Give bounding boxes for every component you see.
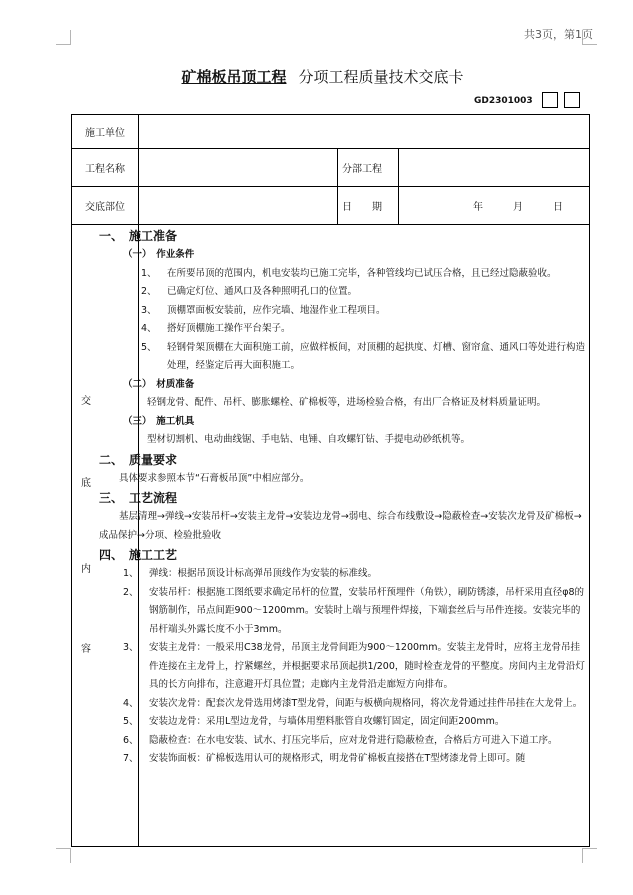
item-number: 2、 xyxy=(141,286,157,297)
side-char-2: 底 xyxy=(81,478,91,489)
list-item xyxy=(99,320,585,339)
subsection-heading: （二） 材质准备 xyxy=(123,378,195,390)
item-text: 轻钢骨架顶棚在大面积施工前，应做样板间，对顶棚的起拱度、灯槽、窗帘盒、通风口等处进行构造处理，经鉴定后再大面积施工。 xyxy=(167,341,586,371)
item-number: 3、 xyxy=(141,304,157,316)
item-number: 7、 xyxy=(123,753,139,764)
document-code: GD2301003 xyxy=(474,96,533,106)
list-item xyxy=(99,283,585,302)
content-body xyxy=(99,226,585,769)
item-number: 5、 xyxy=(141,341,157,353)
item-number: 6、 xyxy=(123,734,139,746)
page-info: 共3页，第1页 xyxy=(524,28,593,41)
item-number: 1、 xyxy=(141,267,157,279)
list-item xyxy=(99,565,585,584)
list-item xyxy=(99,732,585,751)
label-sub-project: 分部工程 xyxy=(338,149,399,187)
field-project-name[interactable] xyxy=(139,149,338,187)
item-text: 顶棚罩面板安装前，应作完墙、地湿作业工程项目。 xyxy=(167,304,386,316)
crop-mark-top-left xyxy=(56,30,71,45)
side-char-1: 交 xyxy=(81,396,91,407)
item-text: 安装主龙骨：一般采用C38龙骨，吊顶主龙骨间距为900～1200mm。安装主龙骨时，应将主龙骨吊挂件连接在主龙骨上，拧紧螺丝，并根据要求吊顶起拱1/200，随时检查龙骨的平整度。房间内主龙骨沿灯具的长方向排布，注意避开灯具位置；走廊内主龙骨沿走廊短方向排布。 xyxy=(149,642,585,690)
item-text: 安装饰面板：矿棉板选用认可的规格形式，明龙骨矿棉板直接搭在T型烤漆龙骨上即可。随 xyxy=(149,753,526,764)
label-date: 日 期 xyxy=(338,187,399,225)
label-handover-dept: 交底部位 xyxy=(72,187,139,225)
paragraph: 型材切割机、电动曲线锯、手电钻、电锤、自攻螺钉钻、手提电动砂纸机等。 xyxy=(147,434,471,445)
item-text: 安装边龙骨：采用L型边龙骨，与墙体用塑料胀管自攻螺钉固定，固定间距200mm。 xyxy=(149,716,505,727)
paragraph xyxy=(99,394,585,413)
paragraph-text: 轻钢龙骨、配件、吊杆、膨胀螺栓、矿棉板等，进场检验合格，有出厂合格证及材料质量证明。 xyxy=(147,397,547,408)
checkbox-1[interactable] xyxy=(542,92,558,108)
item-number: 4、 xyxy=(141,323,157,334)
item-text: 搭好顶棚施工操作平台架子。 xyxy=(167,323,291,334)
date-placeholder: 年 月 日 xyxy=(473,202,563,213)
list-item xyxy=(99,302,585,321)
list-item xyxy=(99,265,585,284)
item-number: 1、 xyxy=(123,568,139,579)
field-construction-unit[interactable] xyxy=(139,115,590,149)
crop-mark-bottom-right xyxy=(582,848,597,863)
side-char-4: 容 xyxy=(81,644,91,655)
item-text: 安装次龙骨：配套次龙骨选用烤漆T型龙骨，间距与板横向规格同，将次龙骨通过挂件吊挂在大龙骨上。 xyxy=(149,697,583,709)
list-item xyxy=(99,639,585,695)
item-number: 3、 xyxy=(123,642,139,653)
paragraph: 基层清理→弹线→安装吊杆→安装主龙骨→安装边龙骨→弱电、综合布线敷设→隐蔽检查→安装次龙骨及矿棉板→成品保护→分项、检验批验收 xyxy=(99,511,582,541)
field-handover-dept[interactable] xyxy=(139,187,338,225)
document-title xyxy=(0,66,633,87)
field-date[interactable] xyxy=(399,187,590,225)
item-text: 已确定灯位、通风口及各种照明孔口的位置。 xyxy=(167,286,358,297)
side-char-3: 内 xyxy=(81,564,91,575)
section-heading: 四、 施工工艺 xyxy=(99,548,178,562)
section-heading: 三、 工艺流程 xyxy=(99,491,178,505)
title-suffix: 分项工程质量技术交底卡 xyxy=(298,68,464,86)
title-project: 矿棉板吊顶工程 xyxy=(181,68,287,86)
item-number: 5、 xyxy=(123,716,139,727)
section-heading: 二、 质量要求 xyxy=(99,452,178,467)
item-text: 弹线：根据吊顶设计标高弹吊顶线作为安装的标准线。 xyxy=(149,568,378,579)
list-item xyxy=(99,713,585,732)
field-sub-project[interactable] xyxy=(399,149,590,187)
list-item xyxy=(99,339,585,376)
list-item xyxy=(99,695,585,714)
list-item xyxy=(99,584,585,640)
label-project-name: 工程名称 xyxy=(72,149,139,187)
item-number: 2、 xyxy=(123,586,139,598)
item-text: 在所要吊顶的范围内，机电安装均已施工完毕，各种管线均已试压合格，且已经过隐蔽验收。 xyxy=(167,267,557,279)
subsection-heading: （三） 施工机具 xyxy=(123,415,195,427)
item-text: 安装吊杆：根据施工图纸要求确定吊杆的位置，安装吊杆预埋件（角铁），刷防锈漆，吊杆采用直径φ8的钢筋制作，吊点间距900～1200mm。安装时上端与预埋件焊接，下端套丝后与吊件连接。安装完毕的吊杆端头外露长度不小于3mm。 xyxy=(149,586,585,635)
subsection-heading: （一） 作业条件 xyxy=(123,249,195,260)
item-number: 4、 xyxy=(123,697,139,709)
checkbox-2[interactable] xyxy=(564,92,580,108)
paragraph: 具体要求参照本节“石膏板吊顶”中相应部分。 xyxy=(119,472,310,484)
crop-mark-bottom-left xyxy=(56,848,71,863)
label-construction-unit: 施工单位 xyxy=(72,115,139,149)
item-text: 隐蔽检查：在水电安装、试水、打压完毕后，应对龙骨进行隐蔽检查，合格后方可进入下道工序。 xyxy=(149,734,558,746)
section-heading: 一、 施工准备 xyxy=(99,229,178,243)
list-item xyxy=(99,750,585,769)
